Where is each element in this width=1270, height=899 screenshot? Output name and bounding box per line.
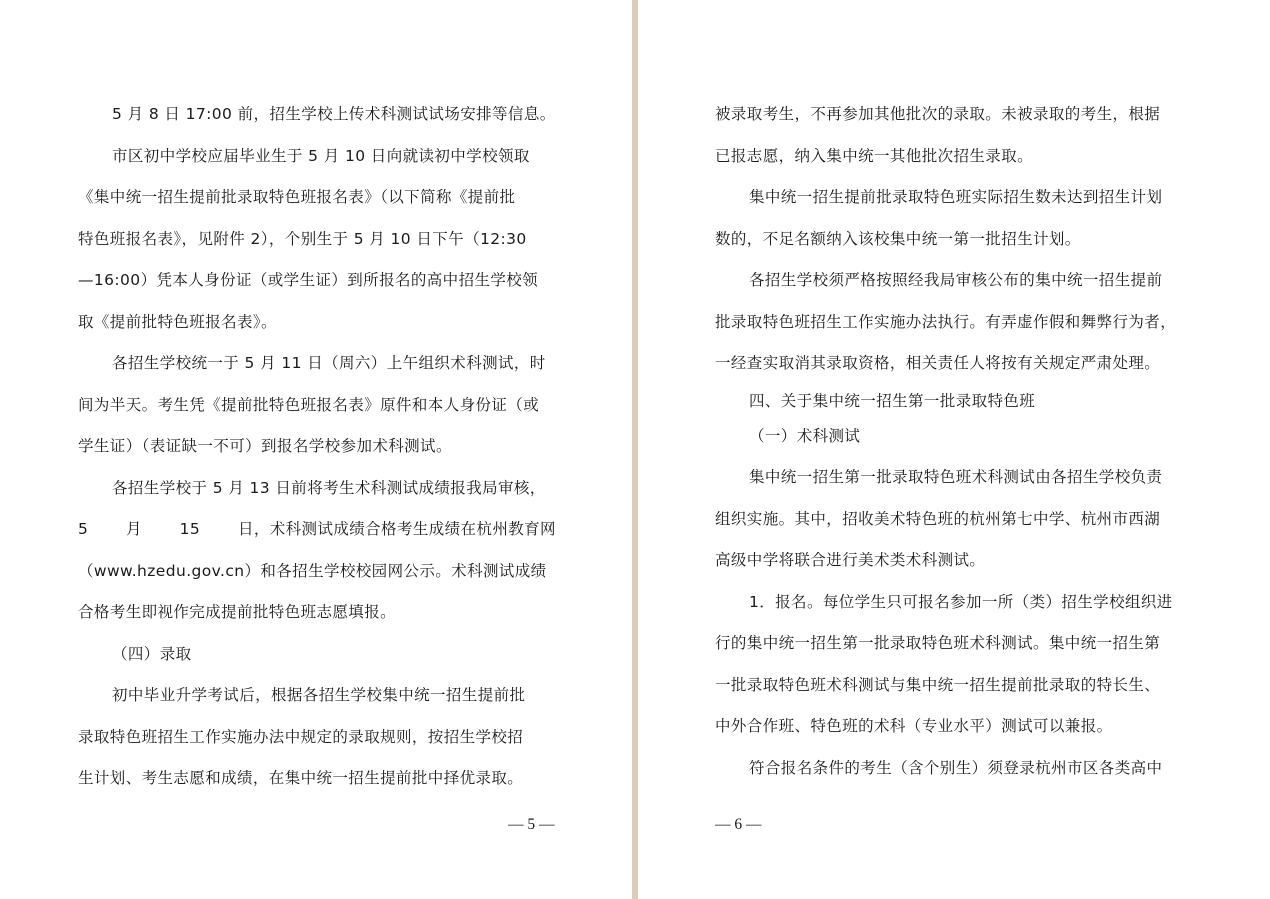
paragraph-line: 组织实施。其中，招收美术特色班的杭州第七中学、杭州市西湖 bbox=[715, 510, 1161, 528]
section-heading: （四）录取 bbox=[112, 645, 192, 663]
paragraph-line: 初中毕业升学考试后，根据各招生学校集中统一招生提前批 bbox=[112, 686, 526, 704]
paragraph-line: 《集中统一招生提前批录取特色班报名表》（以下简称《提前批 bbox=[78, 188, 516, 206]
document-page-6 bbox=[638, 0, 1270, 899]
paragraph-line: 市区初中学校应届毕业生于 5 月 10 日向就读初中学校领取 bbox=[112, 147, 530, 165]
paragraph-line: 1．报名。每位学生只可报名参加一所（类）招生学校组织进 bbox=[749, 593, 1173, 611]
paragraph-line: 合格考生即视作完成提前批特色班志愿填报。 bbox=[78, 603, 397, 621]
paragraph-line: 符合报名条件的考生（含个别生）须登录杭州市区各类高中 bbox=[749, 759, 1163, 777]
page-number: — 5 — bbox=[508, 816, 555, 833]
paragraph-line: 中外合作班、特色班的术科（专业水平）测试可以兼报。 bbox=[715, 717, 1113, 735]
paragraph-line: （www.hzedu.gov.cn）和各招生学校校园网公示。术科测试成绩 bbox=[78, 562, 547, 580]
paragraph-line: 一经查实取消其录取资格，相关责任人将按有关规定严肃处理。 bbox=[715, 354, 1161, 372]
paragraph-line: 录取特色班招生工作实施办法中规定的录取规则，按招生学校招 bbox=[78, 728, 524, 746]
paragraph-line: 被录取考生，不再参加其他批次的录取。未被录取的考生，根据 bbox=[715, 105, 1161, 123]
paragraph-line: 学生证）（表证缺一不可）到报名学校参加术科测试。 bbox=[78, 437, 452, 455]
page-number: — 6 — bbox=[715, 816, 762, 833]
text-fragment: 日，术科测试成绩合格考生成绩在杭州教育网 bbox=[237, 520, 556, 538]
paragraph-line: 间为半天。考生凭《提前批特色班报名表》原件和本人身份证（或 bbox=[78, 396, 540, 414]
subsection-heading: （一）术科测试 bbox=[749, 427, 861, 445]
text-fragment: 15 bbox=[179, 520, 201, 538]
paragraph-line-justified bbox=[78, 519, 556, 539]
section-heading: 四、关于集中统一招生第一批录取特色班 bbox=[749, 392, 1036, 410]
paragraph-line: 5 月 8 日 17:00 前，招生学校上传术科测试试场安排等信息。 bbox=[112, 105, 556, 123]
paragraph-line: 行的集中统一招生第一批录取特色班术科测试。集中统一招生第 bbox=[715, 634, 1161, 652]
paragraph-line: 已报志愿，纳入集中统一其他批次招生录取。 bbox=[715, 147, 1034, 165]
paragraph-line: 高级中学将联合进行美术类术科测试。 bbox=[715, 551, 986, 569]
paragraph-line: 各招生学校于 5 月 13 日前将考生术科测试成绩报我局审核， bbox=[112, 479, 546, 497]
paragraph-line: —16:00）凭本人身份证（或学生证）到所报名的高中招生学校领 bbox=[78, 271, 539, 289]
paragraph-line: 批录取特色班招生工作实施办法执行。有弄虚作假和舞弊行为者， bbox=[715, 313, 1177, 331]
paragraph-line: 一批录取特色班术科测试与集中统一招生提前批录取的特长生、 bbox=[715, 676, 1161, 694]
document-page-5 bbox=[0, 0, 632, 899]
paragraph-line: 数的，不足名额纳入该校集中统一第一批招生计划。 bbox=[715, 230, 1081, 248]
paragraph-line: 各招生学校须严格按照经我局审核公布的集中统一招生提前 bbox=[749, 271, 1163, 289]
paragraph-line: 生计划、考生志愿和成绩，在集中统一招生提前批中择优录取。 bbox=[78, 769, 524, 787]
text-fragment: 月 bbox=[126, 520, 142, 538]
paragraph-line: 集中统一招生第一批录取特色班术科测试由各招生学校负责 bbox=[749, 468, 1163, 486]
paragraph-line: 取《提前批特色班报名表》。 bbox=[78, 313, 277, 331]
text-fragment: 5 bbox=[78, 520, 89, 538]
paragraph-line: 特色班报名表》，见附件 2），个别生于 5 月 10 日下午（12:30 bbox=[78, 230, 527, 248]
paragraph-line: 集中统一招生提前批录取特色班实际招生数未达到招生计划 bbox=[749, 188, 1163, 206]
paragraph-line: 各招生学校统一于 5 月 11 日（周六）上午组织术科测试，时 bbox=[112, 354, 546, 372]
